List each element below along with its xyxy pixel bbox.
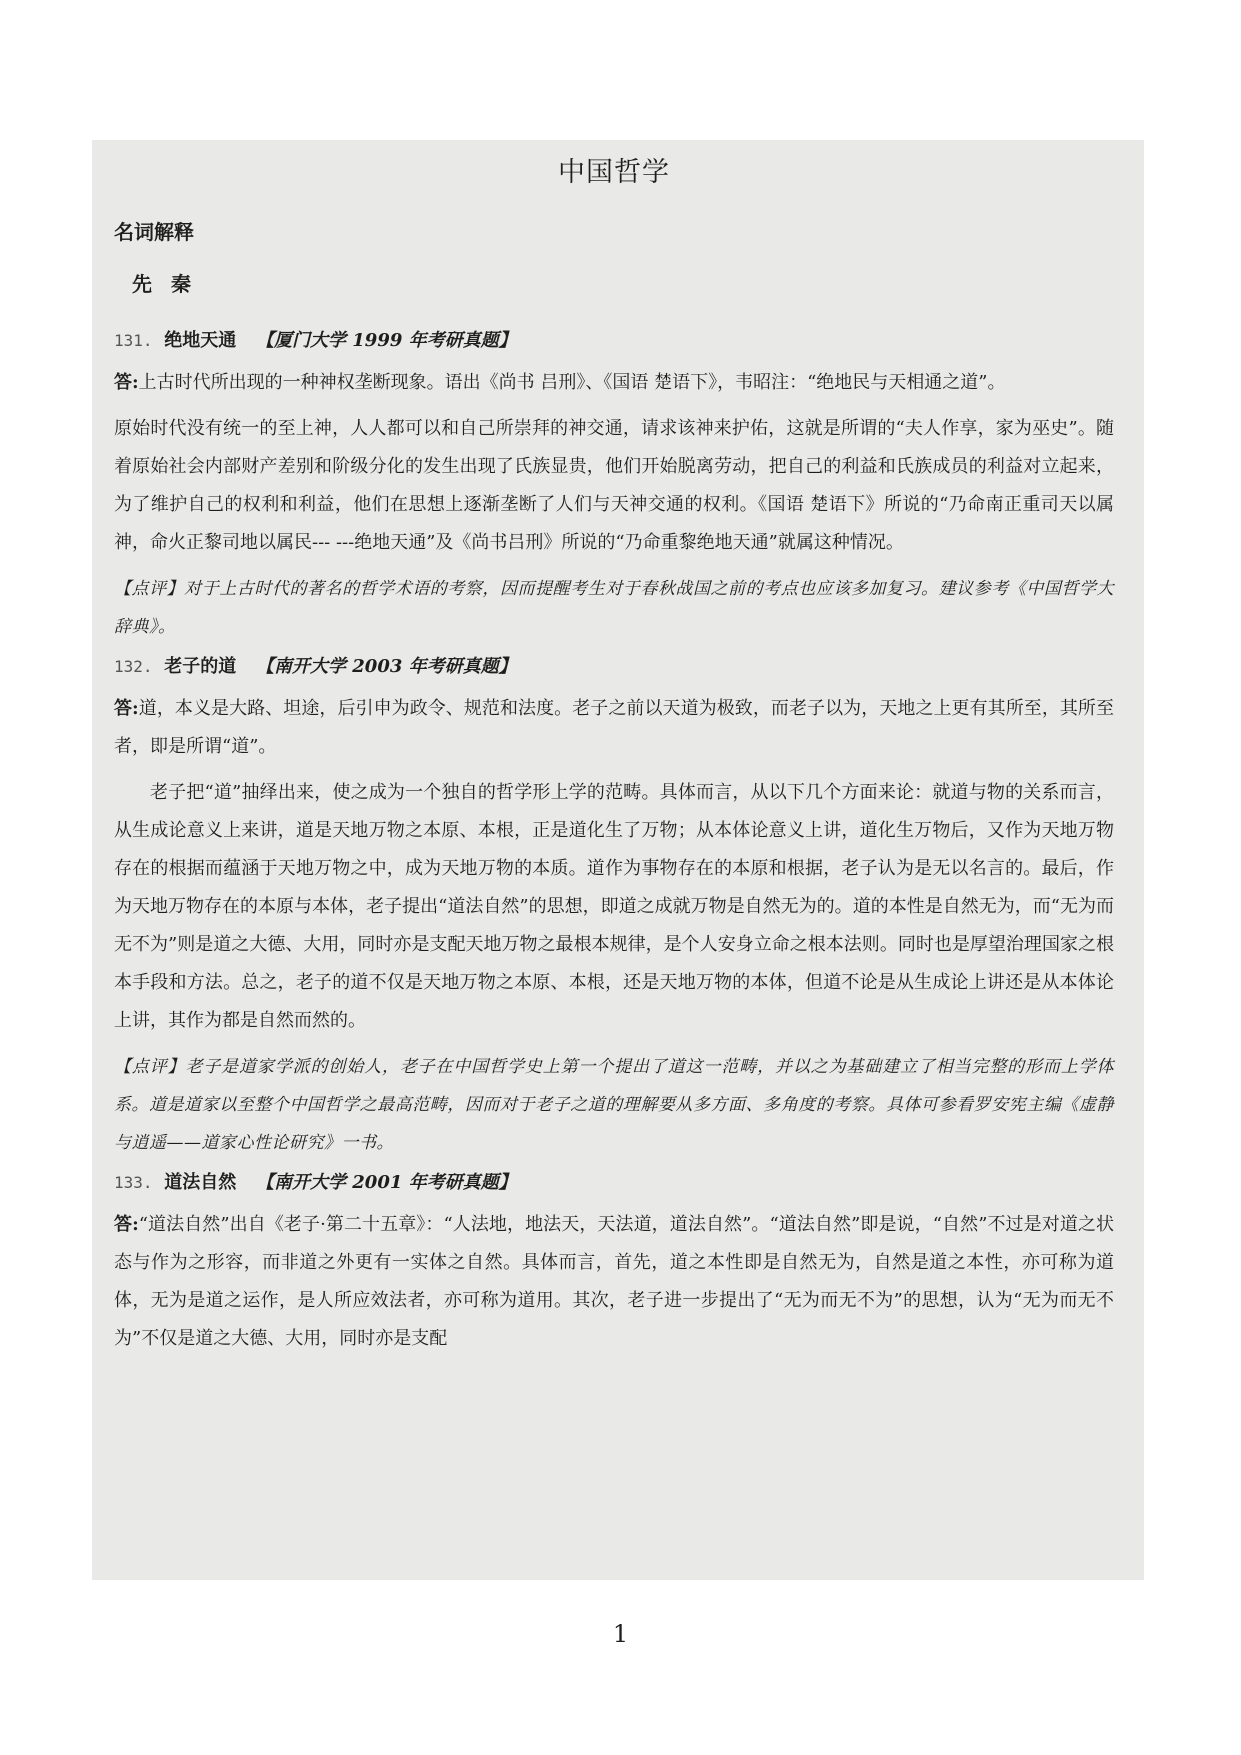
question-number: 131. <box>114 331 153 350</box>
answer-label: 答: <box>114 372 139 393</box>
document-title: 中国哲学 <box>558 157 670 188</box>
answer-paragraph <box>114 1206 1114 1358</box>
question-term: 老子的道 <box>164 656 237 677</box>
question-number: 132. <box>114 657 153 676</box>
comment-paragraph: 【点评】老子是道家学派的创始人，老子在中国哲学史上第一个提出了道这一范畴，并以之为基础建立了相当完整的形而上学体系。道是道家以至整个中国哲学之最高范畴，因而对于老子之道的理解要从多方面、多角度的考察。具体可参看罗安宪主编《虚静与逍遥——道家心性论研究》一书。 <box>114 1057 1114 1153</box>
question-number: 133. <box>114 1173 153 1192</box>
sub-heading: 先 秦 <box>132 272 197 296</box>
question-source: 【南开大学 2001 年考研真题】 <box>256 1172 517 1193</box>
answer-paragraph <box>114 364 1114 402</box>
answer-text: 道，本义是大路、坦途，后引申为政令、规范和法度。老子之前以天道为极致，而老子以为，天地之上更有其所至，其所至者，即是所谓“道”。 <box>114 698 1114 757</box>
answer-text: 上古时代所出现的一种神权垄断现象。语出《尚书 吕刑》、《国语 楚语下》，韦昭注：“绝地民与天相通之道”。 <box>138 372 1006 393</box>
question-line <box>114 652 1114 682</box>
question-line <box>114 326 1114 356</box>
body-paragraph: 原始时代没有统一的至上神，人人都可以和自己所崇拜的神交通，请求该神来护佑，这就是所谓的“夫人作享，家为巫史”。随着原始社会内部财产差别和阶级分化的发生出现了氏族显贵，他们开始脱离劳动，把自己的利益和氏族成员的利益对立起来，为了维护自己的权利和利益，他们在思想上逐渐垄断了人们与天神交通的权利。《国语 楚语下》所说的“乃命南正重司天以属神，命火正黎司地以属民--- ---绝地天通”及《尚书吕刑》所说的“乃命重黎绝地天通”就属这种情况。 <box>114 418 1114 553</box>
entry-133 <box>114 1168 1114 1358</box>
body-paragraph: 老子把“道”抽绎出来，使之成为一个独自的哲学形上学的范畴。具体而言，从以下几个方面来论：就道与物的关系而言，从生成论意义上来讲，道是天地万物之本原、本根，正是道化生了万物；从本体论意义上讲，道化生万物后，又作为天地万物存在的根据而蕴涵于天地万物之中，成为天地万物的本质。道作为事物存在的本原和根据，老子认为是无以名言的。最后，作为天地万物存在的本原与本体，老子提出“道法自然”的思想，即道之成就万物是自然无为的。道的本性是自然无为，而“无为而无不为”则是道之大德、大用，同时亦是支配天地万物之最根本规律，是个人安身立命之根本法则。同时也是厚望治理国家之根本手段和方法。总之，老子的道不仅是天地万物之本原、本根，还是天地万物的本体，但道不论是从生成论上讲还是从本体论上讲，其作为都是自然而然的。 <box>114 782 1114 1031</box>
answer-label: 答: <box>114 698 139 719</box>
entry-131 <box>114 326 1114 646</box>
question-source: 【南开大学 2003 年考研真题】 <box>256 656 517 677</box>
question-term: 道法自然 <box>164 1172 237 1193</box>
answer-paragraph <box>114 690 1114 766</box>
page-number: 1 <box>612 1620 629 1648</box>
scanned-page <box>92 140 1144 1580</box>
answer-text: “道法自然”出自《老子·第二十五章》：“人法地，地法天，天法道，道法自然”。“道法自然”即是说，“自然”不过是对道之状态与作为之形容，而非道之外更有一实体之自然。具体而言，首先，道之本性即是自然无为，自然是道之本性，亦可称为道体，无为是道之运作，是人所应效法者，亦可称为道用。其次，老子进一步提出了“无为而无不为”的思想，认为“无为而无不为”不仅是道之大德、大用，同时亦是支配 <box>114 1214 1114 1349</box>
answer-label: 答: <box>114 1214 139 1235</box>
question-source: 【厦门大学 1999 年考研真题】 <box>256 330 517 351</box>
section-heading: 名词解释 <box>114 220 194 244</box>
question-term: 绝地天通 <box>164 330 237 351</box>
entry-132 <box>114 652 1114 1162</box>
question-line <box>114 1168 1114 1198</box>
comment-paragraph: 【点评】对于上古时代的著名的哲学术语的考察，因而提醒考生对于春秋战国之前的考点也应该多加复习。建议参考《中国哲学大辞典》。 <box>114 579 1114 637</box>
